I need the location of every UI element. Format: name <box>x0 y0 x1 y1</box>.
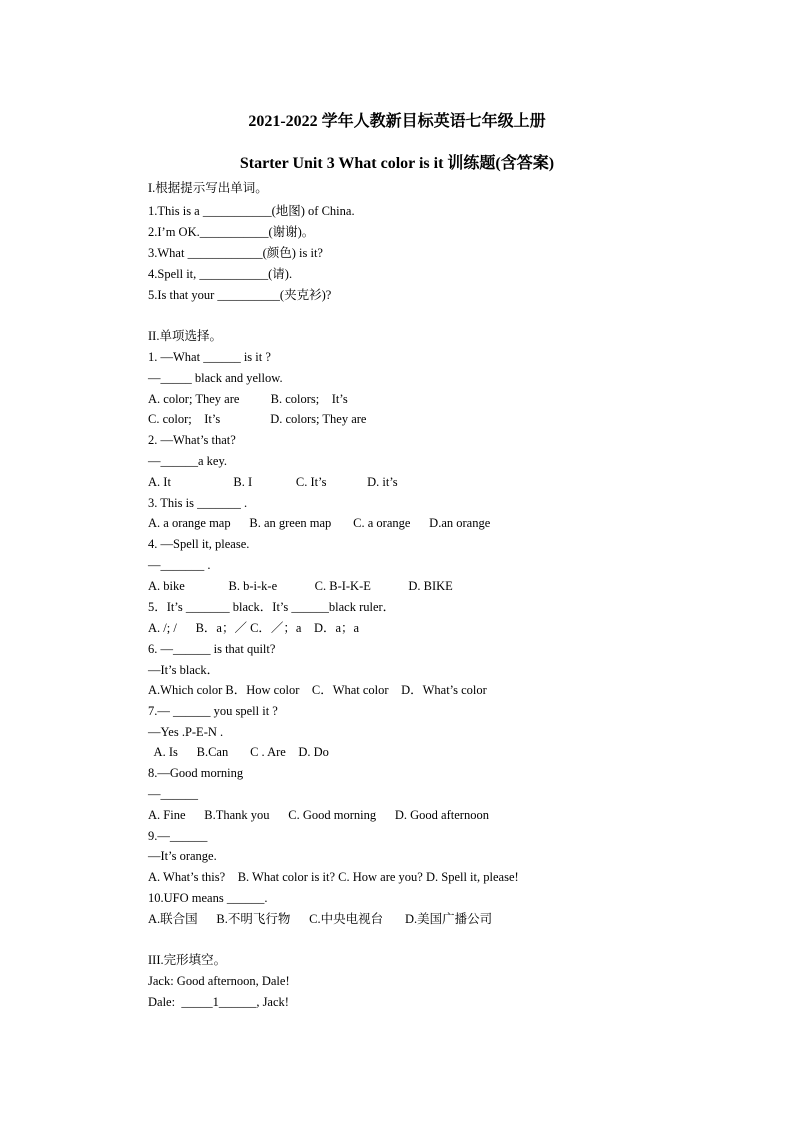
text-line: 6. —______ is that quilt? <box>148 642 276 656</box>
document-subtitle: Starter Unit 3 What color is it 训练题(含答案) <box>239 155 555 172</box>
text-line: 4.Spell it, ___________(请). <box>148 267 293 281</box>
text-line: —______ <box>148 787 198 801</box>
text-line: A. /; / B．a；／ C．／；a D．a；a <box>148 621 360 635</box>
text-line: II.单项选择。 <box>148 329 222 343</box>
text-line: —Yes .P-E-N . <box>148 725 224 739</box>
text-line: A.联合国 B.不明飞行物 C.中央电视台 D.美国广播公司 <box>148 912 493 926</box>
text-line: A. Fine B.Thank you C. Good morning D. Good afternoon <box>148 808 489 822</box>
text-line: I.根据提示写出单词。 <box>148 181 268 195</box>
text-line: —It’s orange. <box>148 849 217 863</box>
text-line: —_______ . <box>148 558 211 572</box>
text-line: A. It B. I C. It’s D. it’s <box>148 475 398 489</box>
text-line: 3.What ____________(颜色) is it? <box>148 246 323 260</box>
text-line: 1.This is a ___________(地图) of China. <box>148 204 355 218</box>
text-line: 5.Is that your __________(夹克衫)? <box>148 288 332 302</box>
text-line: —______a key. <box>148 454 228 468</box>
text-line: 2.I’m OK.___________(谢谢)。 <box>148 225 315 239</box>
text-line: Dale: _____1______, Jack! <box>148 995 289 1009</box>
text-line: A. What’s this? B. What color is it? C. How are you? D. Spell it, please! <box>148 870 519 884</box>
text-line: A. a orange map B. an green map C. a orange D.an orange <box>148 516 491 530</box>
text-line: III.完形填空。 <box>148 953 227 967</box>
text-line: A.Which color B．How color C．What color D．What’s color <box>148 683 487 697</box>
text-line: 7.— ______ you spell it ? <box>148 704 278 718</box>
text-line: —_____ black and yellow. <box>148 371 283 385</box>
text-line: —It’s black． <box>148 663 220 677</box>
text-line: 9.—______ <box>148 829 208 843</box>
document-title: 2021-2022 学年人教新目标英语七年级上册 <box>248 113 546 130</box>
text-line: A. Is B.Can C . Are D. Do <box>148 745 329 759</box>
text-line: 1. —What ______ is it ? <box>148 350 271 364</box>
text-line: 5．It’s _______ black．It’s ______black ruler． <box>148 600 396 614</box>
text-line: A. color; They are B. colors; It’s <box>148 392 348 406</box>
text-line: 3. This is _______ . <box>148 496 248 510</box>
text-line: 8.—Good morning <box>148 766 244 780</box>
text-line: 10.UFO means ______. <box>148 891 268 905</box>
text-line: A. bike B. b-i-k-e C. B-I-K-E D. BIKE <box>148 579 453 593</box>
text-line: 2. —What’s that? <box>148 433 236 447</box>
text-line: Jack: Good afternoon, Dale! <box>148 974 290 988</box>
text-line: 4. —Spell it, please. <box>148 537 250 551</box>
text-line: C. color; It’s D. colors; They are <box>148 412 367 426</box>
